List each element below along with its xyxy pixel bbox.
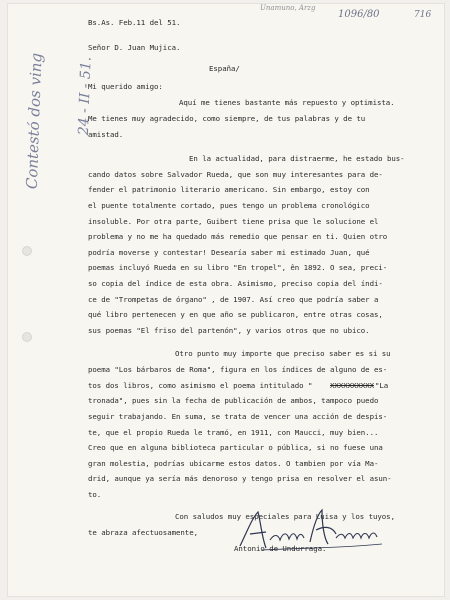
body-line: amistad.: [88, 130, 124, 139]
letter-date: Bs.As. Feb.11 del 51.: [88, 18, 181, 27]
body-line: to.: [88, 490, 102, 499]
body-line: problema y no me ha quedado más remedio que pensar en ti. Quien otro: [88, 232, 388, 241]
punch-hole-bottom: [22, 332, 32, 342]
body-line: "La: [375, 381, 389, 390]
body-line: cando datos sobre Salvador Rueda, que son muy interesantes para de-: [88, 170, 383, 179]
margin-note-date: 24 - II - 51.: [75, 56, 95, 136]
body-line: el puente totalmente cortado, pues tengo un problema cronológico: [88, 201, 370, 210]
body-line: poema "Los bárbaros de Roma", figura en los índices de alguno de es-: [88, 365, 388, 374]
body-line: En la actualidad, para distraerme, he estado bus-: [189, 154, 405, 163]
punch-hole-top: [22, 246, 32, 256]
closing-line: Con saludos muy especiales para Luisa y los tuyos,: [175, 512, 395, 521]
body-line: fender el patrimonio literario americano. Sin embargo, estoy con: [88, 185, 370, 194]
struck-out-title: XXXXXXXXXX: [330, 381, 374, 390]
letter-country: España/: [209, 64, 240, 73]
body-line: Aquí me tienes bastante más repuesto y optimista.: [179, 98, 395, 107]
archive-number: 1096/80: [338, 9, 380, 20]
body-line: tos dos libros, como asimismo el poema intitulado ": [88, 381, 313, 390]
margin-note-contesto: Contestó dos ving: [22, 52, 46, 190]
letter-greeting: Mi querido amigo:: [88, 82, 163, 91]
letter-page: [8, 4, 444, 596]
body-line: Me tienes muy agradecido, como siempre, de tus palabras y de tu: [88, 114, 366, 123]
body-line: drid, aunque ya sería más denoroso y tengo prisa en resolver el asun-: [88, 474, 392, 483]
signature-name: Antonio de Undurraga.: [234, 544, 327, 553]
page-number: 716: [414, 10, 432, 20]
letter-recipient: Señor D. Juan Mujica.: [88, 43, 181, 52]
body-line: tronada", pues sin la fecha de publicación de ambos, tampoco puedo: [88, 396, 379, 405]
body-line: poemas incluyó Rueda en su libro "En tropel", ên 1892. O sea, preci-: [88, 263, 388, 272]
body-line: Otro punto muy importe que preciso saber es si su: [175, 349, 391, 358]
body-line: podría moverse y contestar! Desearía saber mi estimado Juan, qué: [88, 248, 370, 257]
body-line: qué libro pertenecen y en que año se publicaron, entre otras cosas,: [88, 310, 383, 319]
body-line: gran molestia, podrías ubicarme estos datos. O tambien por vía Ma-: [88, 459, 379, 468]
pencil-annotation: Unamuno, Arzg: [260, 4, 316, 12]
body-line: Creo que en alguna biblioteca particular o pública, si no fuese una: [88, 443, 383, 452]
body-line: ce de "Trompetas de órgano" , de 1907. Así creo que podría saber a: [88, 295, 379, 304]
body-line: seguir trabajando. En suma, se trata de vencer una acción de despis-: [88, 412, 388, 421]
body-line: insoluble. Por otra parte, Guibert tiene prisa que le solucione el: [88, 217, 379, 226]
body-line: te, que el propio Rueda le tramó, en 1911, con Maucci, muy bien...: [88, 428, 379, 437]
closing-line: te abraza afectuosamente,: [88, 528, 198, 537]
body-line: so copia del índice de esta obra. Asimismo, preciso copia del índi-: [88, 279, 383, 288]
body-line: sus poemas "El friso del partenón", y varios otros que no ubico.: [88, 326, 370, 335]
